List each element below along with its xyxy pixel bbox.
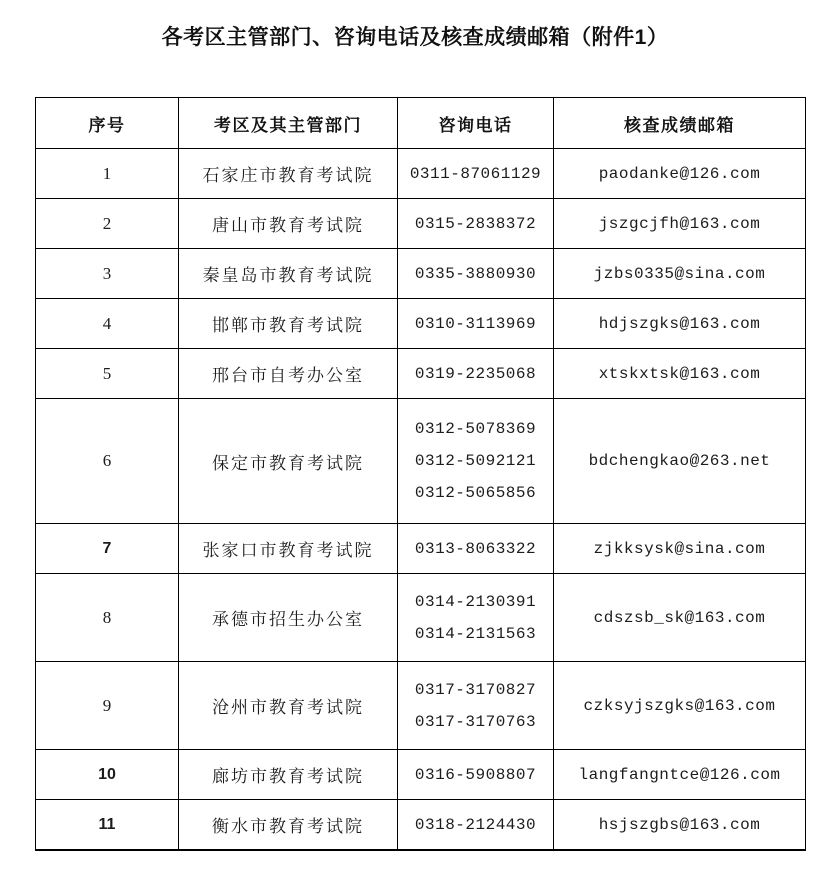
row-department: 保定市教育考试院 [179,399,398,524]
phone-number: 0316-5908807 [414,765,537,784]
row-seq: 8 [36,574,179,662]
row-phones [398,249,554,299]
row-seq: 9 [36,662,179,750]
document-page [0,22,830,851]
row-phones [398,750,554,800]
row-seq: 6 [36,399,179,524]
row-department: 廊坊市教育考试院 [179,750,398,800]
row-email: cdszsb_sk@163.com [554,574,806,662]
row-seq: 10 [36,750,179,800]
row-seq: 4 [36,299,179,349]
table-row [36,399,806,524]
table-body [36,149,806,851]
row-phones [398,662,554,750]
row-email: zjkksysk@sina.com [554,524,806,574]
row-email: bdchengkao@263.net [554,399,806,524]
table-row [36,299,806,349]
row-department: 秦皇岛市教育考试院 [179,249,398,299]
row-phones [398,349,554,399]
phone-number: 0314-2130391 [414,592,537,611]
row-email: paodanke@126.com [554,149,806,199]
phone-number: 0317-3170827 [414,680,537,699]
table-row [36,349,806,399]
row-department: 石家庄市教育考试院 [179,149,398,199]
row-seq: 1 [36,149,179,199]
row-department: 衡水市教育考试院 [179,800,398,851]
contact-table [35,97,806,851]
row-email: langfangntce@126.com [554,750,806,800]
row-phones [398,149,554,199]
header-seq: 序号 [36,98,179,149]
phone-number: 0312-5065856 [414,484,537,502]
table-row [36,750,806,800]
row-department: 邢台市自考办公室 [179,349,398,399]
phone-number: 0310-3113969 [414,314,537,333]
row-phones [398,199,554,249]
row-seq: 3 [36,249,179,299]
table-row [36,249,806,299]
row-seq: 7 [36,524,179,574]
row-phones [398,399,554,524]
table-row [36,800,806,851]
page-title: 各考区主管部门、咨询电话及核查成绩邮箱（附件1） [161,26,669,49]
header-row [36,98,806,149]
phone-number: 0319-2235068 [414,364,537,383]
table-row [36,199,806,249]
row-seq: 11 [36,800,179,851]
phone-number: 0312-5092121 [414,452,537,470]
row-email: hsjszgbs@163.com [554,800,806,851]
phone-number: 0317-3170763 [414,712,537,731]
table-row [36,149,806,199]
header-email: 核查成绩邮箱 [554,98,806,149]
phone-number: 0315-2838372 [414,214,537,233]
row-phones [398,299,554,349]
row-department: 张家口市教育考试院 [179,524,398,574]
row-department: 唐山市教育考试院 [179,199,398,249]
table-row [36,574,806,662]
row-email: jszgcjfh@163.com [554,199,806,249]
header-department: 考区及其主管部门 [179,98,398,149]
row-phones [398,800,554,851]
table-row [36,662,806,750]
row-phones [398,524,554,574]
row-email: hdjszgks@163.com [554,299,806,349]
phone-number: 0318-2124430 [414,815,537,834]
row-seq: 2 [36,199,179,249]
row-email: czksyjszgks@163.com [554,662,806,750]
phone-number: 0312-5078369 [414,420,537,438]
table-row [36,524,806,574]
row-department: 沧州市教育考试院 [179,662,398,750]
row-email: jzbs0335@sina.com [554,249,806,299]
phone-number: 0335-3880930 [414,264,537,283]
row-phones [398,574,554,662]
row-department: 承德市招生办公室 [179,574,398,662]
phone-number: 0311-87061129 [409,164,542,183]
phone-number: 0313-8063322 [414,539,537,558]
phone-number: 0314-2131563 [414,624,537,643]
row-department: 邯郸市教育考试院 [179,299,398,349]
row-email: xtskxtsk@163.com [554,349,806,399]
row-seq: 5 [36,349,179,399]
header-phone: 咨询电话 [398,98,554,149]
